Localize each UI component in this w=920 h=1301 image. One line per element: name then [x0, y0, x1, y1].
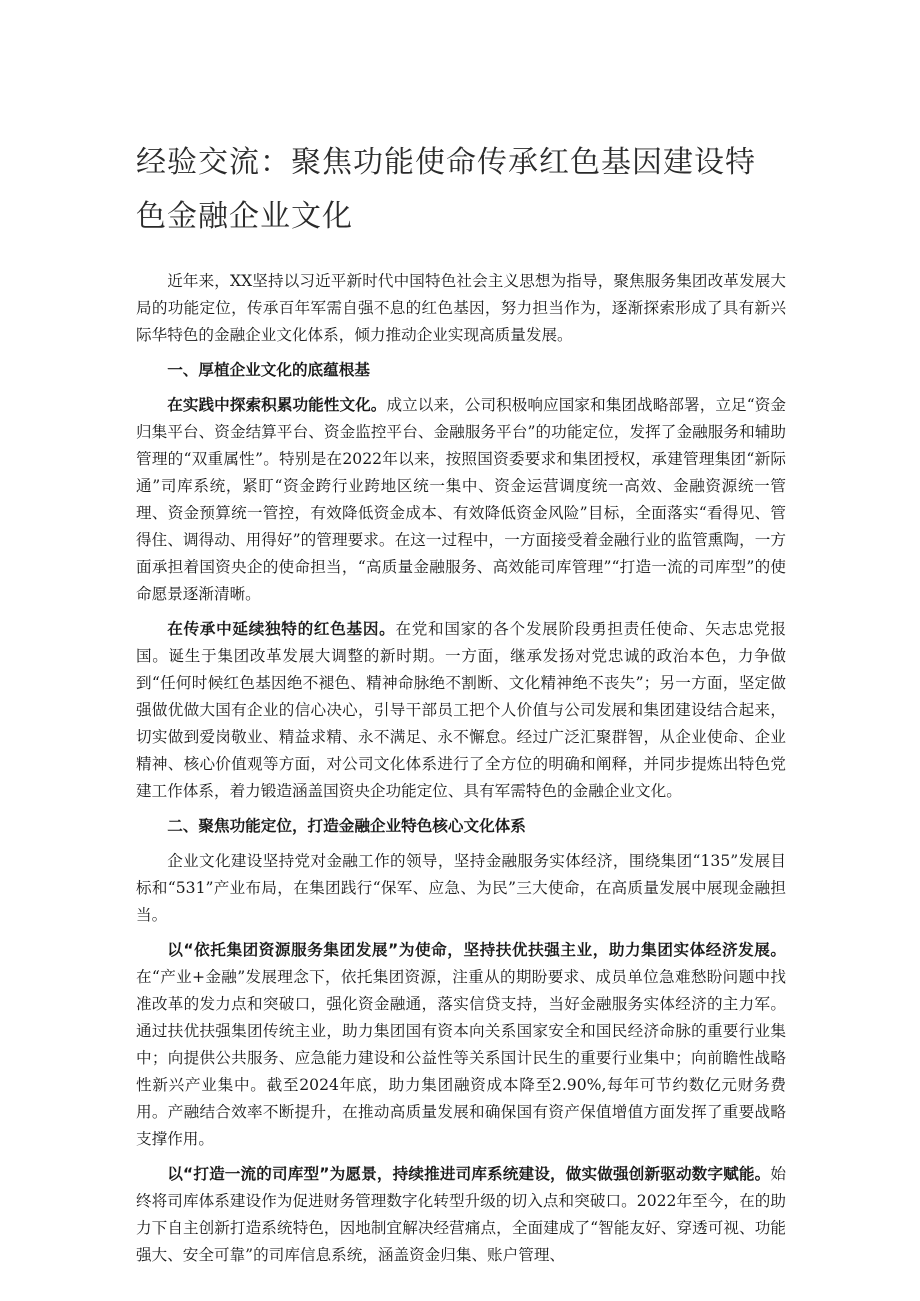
section-1-paragraph-2	[136, 616, 786, 805]
section-2-paragraph-2	[136, 937, 786, 1153]
section-1-paragraph-2-lead: 在传承中延续独特的红色基因。	[167, 620, 396, 638]
section-1-paragraph-1-body: 成立以来，公司积极响应国家和集团战略部署，立足“资金归集平台、资金结算平台、资金监控平台、金融服务平台”的功能定位，发挥了金融服务和辅助管理的“双重属性”。特别是在2022年以来，按照国资委要求和集团授权，承建管理集团“新际通”司库系统，紧盯“资金跨行业跨地区统一集中、资金运营调度统一高效、金融资源统一管理、资金预算统一管控，有效降低资金成本、有效降低资金风险”目标，全面落实“看得见、管得住、调得动、用得好”的管理要求。在这一过程中，一方面接受着金融行业的监管熏陶，一方面承担着国资央企的使命担当，“高质量金融服务、高效能司库管理”“打造一流的司库型”的使命愿景逐渐清晰。	[136, 396, 786, 603]
intro-paragraph: 近年来，XX坚持以习近平新时代中国特色社会主义思想为指导，聚焦服务集团改革发展大局的功能定位，传承百年军需自强不息的红色基因，努力担当作为，逐渐探索形成了具有新兴际华特色的金融企业文化体系，倾力推动企业实现高质量发展。	[136, 272, 786, 344]
section-1-paragraph-1-lead: 在实践中探索积累功能性文化。	[167, 396, 387, 414]
section-2-paragraph-3	[136, 1161, 786, 1269]
document-title: 经验交流：聚焦功能使命传承红色基因建设特色金融企业文化	[136, 145, 756, 234]
section-2-paragraph-3-lead: 以“打造一流的司库型”为愿景，持续推进司库系统建设，做实做强创新驱动数字赋能。	[167, 1165, 771, 1183]
section-2-paragraph-1: 企业文化建设坚持党对金融工作的领导，坚持金融服务实体经济，围绕集团“135”发展目标和“531”产业布局，在集团践行“保军、应急、为民”三大使命，在高质量发展中展现金融担当。	[136, 852, 786, 924]
section-2-heading: 二、聚焦功能定位，打造金融企业特色核心文化体系	[167, 817, 526, 835]
section-1-paragraph-2-body: 在党和国家的各个发展阶段勇担责任使命、矢志忠党报国。诞生于集团改革发展大调整的新时期。一方面，继承发扬对党忠诚的政治本色，力争做到“任何时候红色基因绝不褪色、精神命脉绝不割断、文化精神绝不丧失”；另一方面，坚定做强做优做大国有企业的信心决心，引导干部员工把个人价值与公司发展和集团建设结合起来，切实做到爱岗敬业、精益求精、永不满足、永不懈怠。经过广泛汇聚群智，从企业使命、企业精神、核心价值观等方面，对公司文化体系进行了全方位的明确和阐释，并同步提炼出特色党建工作体系，着力锻造涵盖国资央企功能定位、具有军需特色的金融企业文化。	[136, 620, 786, 800]
section-2-paragraph-2-body: 在“产业+金融”发展理念下，依托集团资源，注重从的期盼要求、成员单位急难愁盼问题中找准改革的发力点和突破口，强化资金融通，落实信贷支持，当好金融服务实体经济的主力军。通过扶优扶强集团传统主业，助力集团国有资本向关系国家安全和国民经济命脉的重要行业集中；向提供公共服务、应急能力建设和公益性等关系国计民生的重要行业集中；向前瞻性战略性新兴产业集中。截至2024年底，助力集团融资成本降至2.90%,每年可节约数亿元财务费用。产融结合效率不断提升，在推动高质量发展和确保国有资产保值增值方面发挥了重要战略支撑作用。	[136, 968, 786, 1148]
section-2-paragraph-3-body: 始终将司库体系建设作为促进财务管理数字化转型升级的切入点和突破口。2022年至今，在的助力下自主创新打造系统特色，因地制宜解决经营痛点，全面建成了“智能友好、穿透可视、功能强大、安全可靠”的司库信息系统，涵盖资金归集、账户管理、	[136, 1165, 786, 1264]
document-page	[136, 136, 786, 1277]
section-1-heading: 一、厚植企业文化的底蕴根基	[167, 361, 370, 379]
section-2-paragraph-2-lead: 以“依托集团资源服务集团发展”为使命，坚持扶优扶强主业，助力集团实体经济发展。	[167, 941, 786, 959]
section-1-paragraph-1	[136, 392, 786, 608]
